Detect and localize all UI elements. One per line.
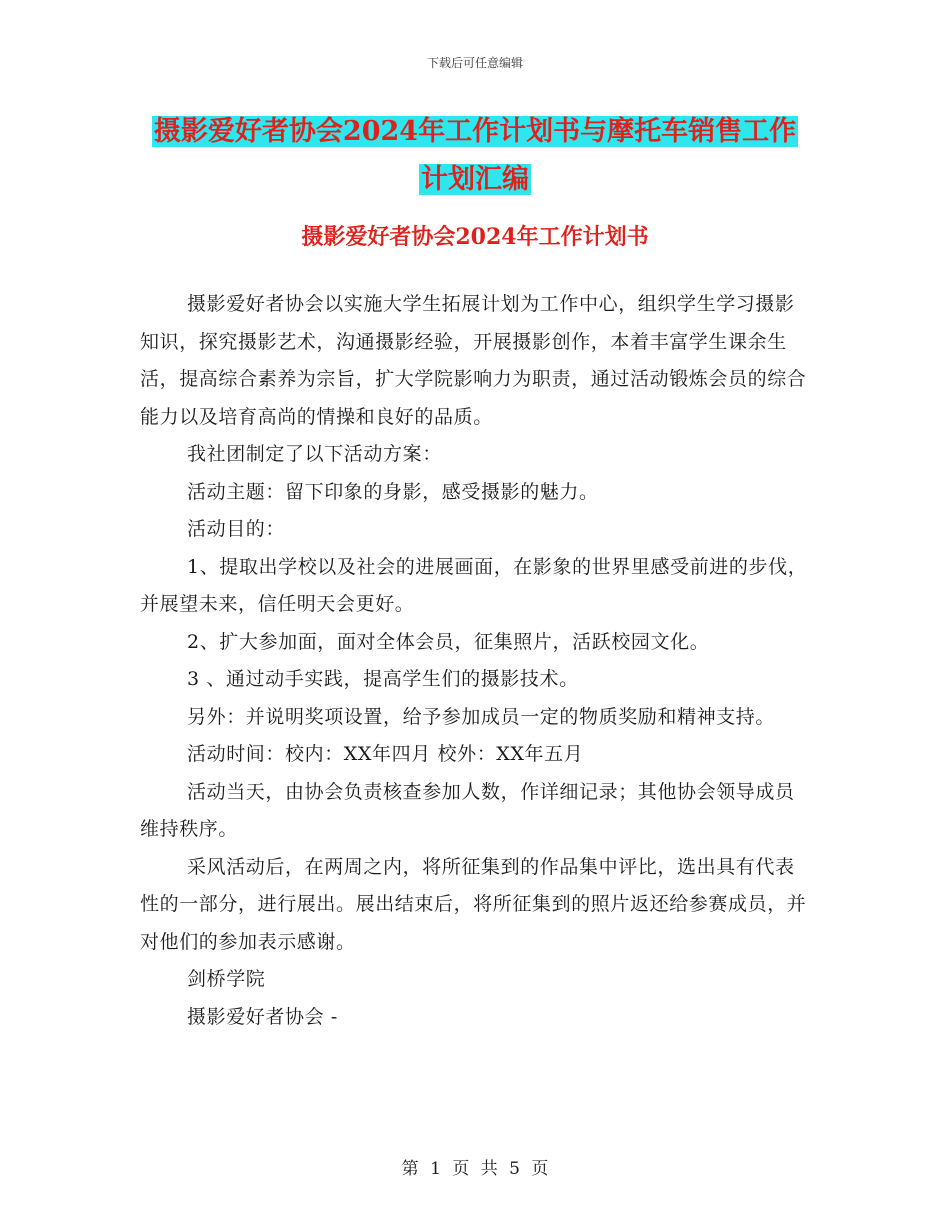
title-line-1: 摄影爱好者协会2024年工作计划书与摩托车销售工作	[153, 116, 797, 147]
paragraph: 剑桥学院	[187, 968, 266, 990]
document-title	[0, 108, 950, 204]
paragraph: 摄影爱好者协会以实施大学生拓展计划为工作中心，组织学生学习摄影知识，探究摄影艺术，沟通摄影经验，开展摄影创作，本着丰富学生课余生活，提高综合素养为宗旨，扩大学院影响力为职责，通过活动锻炼会员的综合能力以及培育高尚的情操和良好的品质。	[140, 293, 807, 428]
paragraph: 2、扩大参加面，面对全体会员，征集照片，活跃校园文化。	[187, 630, 710, 653]
header-note: 下载后可任意编辑	[426, 56, 523, 70]
section-title: 摄影爱好者协会2024年工作计划书	[301, 224, 649, 250]
paragraph: 活动时间：校内：XX年四月 校外：XX年五月	[187, 743, 584, 765]
paragraph: 摄影爱好者协会 -	[187, 1005, 338, 1028]
paragraph: 活动当天，由协会负责核查参加人数，作详细记录；其他协会领导成员维持秩序。	[140, 780, 795, 840]
paragraph: 我社团制定了以下活动方案：	[187, 443, 442, 465]
paragraph: 1、提取出学校以及社会的进展画面，在影象的世界里感受前进的步伐，并展望未来，信任明天会更好。	[140, 555, 808, 615]
paragraph: 活动主题：留下印象的身影，感受摄影的魅力。	[187, 480, 599, 503]
page-footer: 第 1 页 共 5 页	[401, 1159, 549, 1179]
title-line-2: 计划汇编	[421, 164, 529, 195]
paragraph: 3 、通过动手实践，提高学生们的摄影技术。	[187, 668, 579, 690]
paragraph: 活动目的：	[187, 518, 286, 540]
document-body	[140, 286, 810, 1036]
paragraph: 采风活动后，在两周之内，将所征集到的作品集中评比，选出具有代表性的一部分，进行展出。展出结束后，将所征集到的照片返还给参赛成员，并对他们的参加表示感谢。	[140, 855, 807, 953]
paragraph: 另外：并说明奖项设置，给予参加成员一定的物质奖励和精神支持。	[187, 705, 776, 728]
